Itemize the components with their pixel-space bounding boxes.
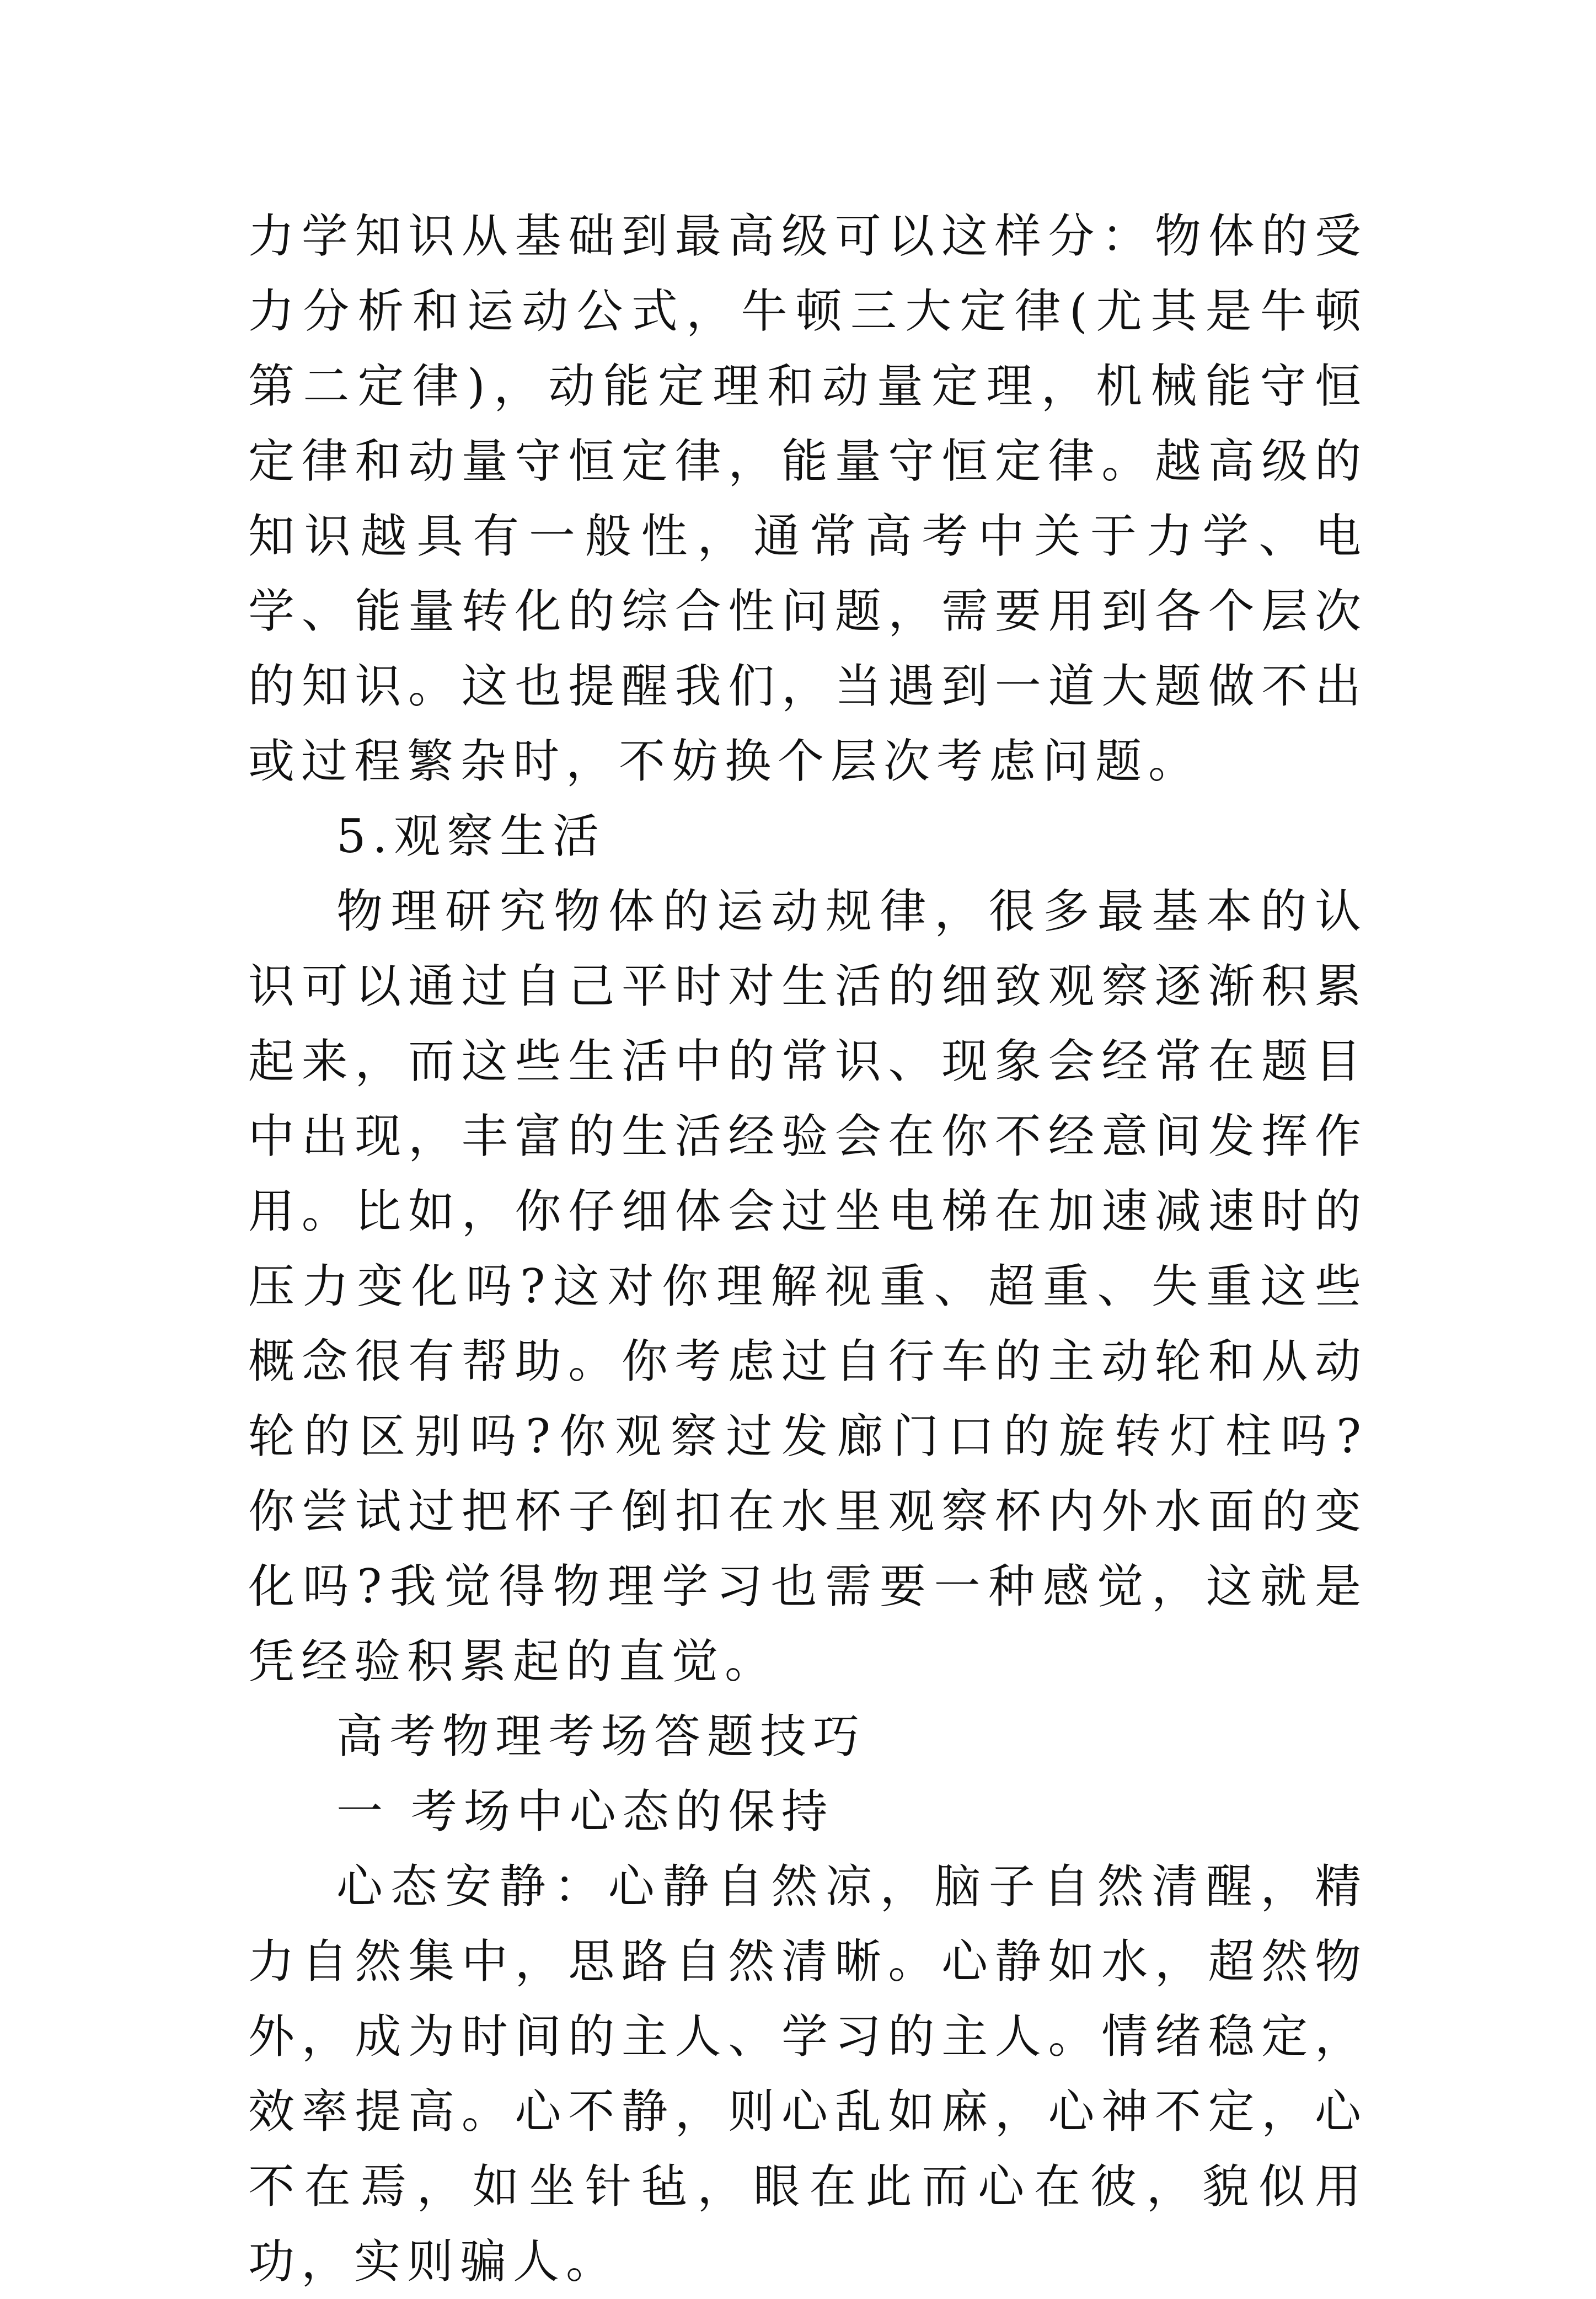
paragraph-observe-life: 物理研究物体的运动规律，很多最基本的认识可以通过自己平时对生活的细致观察逐渐积累起来，而这些生活中的常识、现象会经常在题目中出现，丰富的生活经验会在你不经意间发挥作用。比如，你仔细体会过坐电梯在加速减速时的压力变化吗?这对你理解视重、超重、失重这些概念很有帮助。你考虑过自行车的主动轮和从动轮的区别吗?你观察过发廊门口的旋转灯柱吗?你尝试过把杯子倒扣在水里观察杯内外水面的变化吗?我觉得物理学习也需要一种感觉，这就是凭经验积累起的直觉。 bbox=[248, 884, 1368, 1688]
document-body bbox=[248, 199, 1368, 2299]
subsection-heading-mindset: 一 考场中心态的保持 bbox=[336, 1784, 834, 1838]
paragraph-calm-mindset: 心态安静：心静自然凉，脑子自然清醒，精力自然集中，思路自然清晰。心静如水，超然物外，成为时间的主人、学习的主人。情绪稳定，效率提高。心不静，则心乱如麻，心神不定，心不在焉，如坐针毡，眼在此而心在彼，貌似用功，实则骗人。 bbox=[248, 1859, 1368, 2289]
section-heading-observe-life: 5.观察生活 bbox=[336, 809, 606, 863]
section-heading-exam-tips: 高考物理考场答题技巧 bbox=[336, 1709, 866, 1763]
paragraph-mechanics-levels: 力学知识从基础到最高级可以这样分：物体的受力分析和运动公式，牛顿三大定律(尤其是牛顿第二定律)，动能定理和动量定理，机械能守恒定律和动量守恒定律，能量守恒定律。越高级的知识越具有一般性，通常高考中关于力学、电学、能量转化的综合性问题，需要用到各个层次的知识。这也提醒我们，当遇到一道大题做不出或过程繁杂时，不妨换个层次考虑问题。 bbox=[248, 209, 1368, 788]
